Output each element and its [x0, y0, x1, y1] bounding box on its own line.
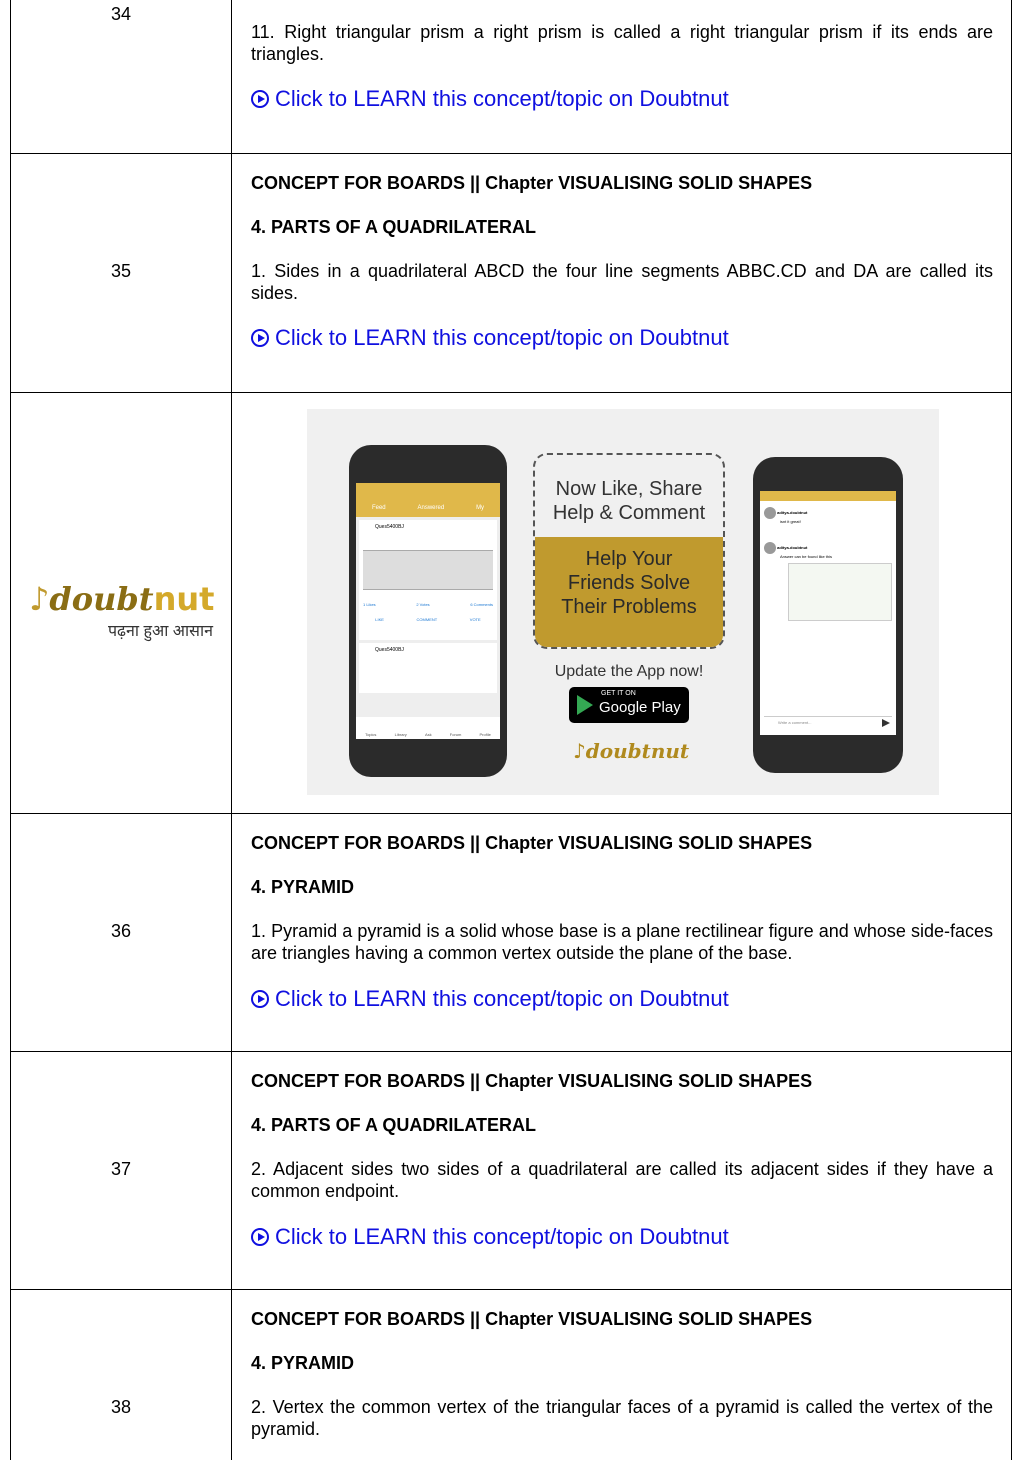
concept-subheading: 4. PYRAMID: [251, 1353, 355, 1373]
chat-text: isnt it great!: [780, 519, 801, 524]
table-row: [10, 0, 1012, 154]
question-image: [363, 550, 493, 590]
row-number: 37: [110, 1159, 132, 1179]
answer-image: [788, 563, 892, 621]
store-label: Google Play: [599, 699, 681, 716]
concept-heading: CONCEPT FOR BOARDS || Chapter VISUALISING SOLID SHAPES: [251, 173, 813, 193]
chat-message: [764, 542, 892, 621]
post-user: Ques5400BJ: [375, 647, 404, 653]
post-user: Ques5400BJ: [375, 524, 404, 530]
advertisement-row: [10, 393, 1012, 814]
play-circle-icon: [251, 1228, 269, 1246]
promo-gold-panel: [535, 537, 723, 647]
doubtnut-logo: [29, 581, 219, 641]
column-divider: [231, 814, 232, 1051]
logo-nut: nut: [153, 580, 215, 618]
row-number: 36: [110, 921, 132, 941]
row-number: 35: [110, 261, 132, 281]
post-stats: [359, 590, 497, 607]
votes-count: 2 Votes: [416, 602, 430, 607]
logo-tagline: पढ़ना हुआ आसान: [107, 623, 213, 640]
concept-subheading: 4. PARTS OF A QUADRILATERAL: [251, 1115, 536, 1135]
chat-username: aditya-doubtnut: [777, 510, 808, 516]
learn-link-label: Click to LEARN this concept/topic on Doubtnut: [275, 325, 729, 350]
concept-heading: CONCEPT FOR BOARDS || Chapter VISUALISING SOLID SHAPES: [251, 1309, 813, 1329]
table-row: [10, 1052, 1012, 1290]
promo-logo: [573, 739, 689, 763]
table-row: [10, 814, 1012, 1052]
post-card: [359, 643, 497, 693]
google-play-button[interactable]: [569, 687, 689, 723]
avatar: [764, 542, 776, 554]
nav-forum[interactable]: Forum: [449, 732, 462, 737]
chat-app-bar: [760, 491, 896, 501]
concept-heading: CONCEPT FOR BOARDS || Chapter VISUALISING SOLID SHAPES: [251, 833, 813, 853]
get-it-on-label: GET IT ON: [601, 690, 636, 697]
concept-heading: CONCEPT FOR BOARDS || Chapter VISUALISING SOLID SHAPES: [251, 1071, 813, 1091]
column-divider: [231, 393, 232, 813]
like-button[interactable]: LIKE: [375, 617, 384, 622]
bottom-nav: [356, 717, 500, 739]
promo-line-2: Help & Comment: [552, 502, 706, 524]
promo-box-line-1: Help Your: [585, 548, 673, 570]
learn-link[interactable]: [251, 986, 729, 1012]
concept-subheading: 4. PARTS OF A QUADRILATERAL: [251, 217, 536, 237]
learn-link[interactable]: [251, 1224, 729, 1250]
table-row: [10, 1290, 1012, 1460]
learn-link-label: Click to LEARN this concept/topic on Doubtnut: [275, 86, 729, 111]
right-phone-mockup: [753, 457, 903, 773]
nav-library[interactable]: Library: [394, 732, 407, 737]
likes-count: 1 Likes: [363, 602, 376, 607]
play-store-icon: [577, 695, 593, 715]
column-divider: [231, 0, 232, 153]
logo-note-icon: ♪: [573, 739, 586, 763]
left-phone-mockup: [349, 445, 507, 777]
comment-button[interactable]: COMMENT: [416, 617, 438, 622]
column-divider: [231, 1052, 232, 1289]
post-card: [359, 520, 497, 640]
nav-profile[interactable]: Profile: [479, 732, 491, 737]
comment-placeholder: Write a comment...: [778, 720, 812, 725]
learn-link-label: Click to LEARN this concept/topic on Doubtnut: [275, 1224, 729, 1249]
concept-subheading: 4. PYRAMID: [251, 877, 355, 897]
vote-button[interactable]: VOTE: [469, 617, 481, 622]
tab-answered[interactable]: Answered: [417, 505, 445, 511]
logo-note-icon: ♪: [29, 580, 50, 618]
post-actions: [359, 607, 497, 622]
play-circle-icon: [251, 90, 269, 108]
column-divider: [231, 154, 232, 392]
play-circle-icon: [251, 329, 269, 347]
app-bar: [356, 483, 500, 505]
concept-text: 2. Vertex the common vertex of the triangular faces of a pyramid is called the vertex of the pyramid.: [251, 1397, 993, 1439]
left-phone-screen: [356, 483, 500, 739]
play-circle-icon: [251, 990, 269, 1008]
promo-line-1: Now Like, Share: [555, 478, 703, 500]
app-promo-banner[interactable]: [307, 409, 939, 795]
concept-text: 2. Adjacent sides two sides of a quadrilateral are called its adjacent sides if they have a common endpoint.: [251, 1159, 993, 1201]
column-divider: [231, 1290, 232, 1460]
logo-doubt: doubt: [49, 580, 154, 618]
chat-username: aditya-doubtnut: [777, 545, 808, 551]
tab-feed[interactable]: Feed: [371, 505, 386, 511]
promo-message-box: [533, 453, 725, 649]
row-number: 34: [110, 4, 132, 24]
update-app-text: Update the App now!: [554, 663, 704, 680]
avatar: [764, 507, 776, 519]
chat-message: [764, 507, 892, 524]
comments-count: 6 Comments: [470, 602, 493, 607]
promo-box-line-2: Friends Solve: [567, 572, 691, 594]
send-icon[interactable]: [882, 719, 890, 727]
learn-link-label: Click to LEARN this concept/topic on Doubtnut: [275, 986, 729, 1011]
nav-topics[interactable]: Topics: [365, 732, 377, 737]
nav-ask[interactable]: Ask: [424, 732, 432, 737]
comment-input[interactable]: [764, 716, 892, 729]
feed-tabs: [356, 505, 500, 517]
chat-text: Answer can be found like this: [780, 554, 833, 559]
promo-logo-text: doubtnut: [585, 739, 690, 763]
tab-my[interactable]: My: [476, 505, 485, 511]
concept-text: 11. Right triangular prism a right prism is called a right triangular prism if its ends are triangles.: [251, 22, 993, 64]
learn-link[interactable]: [251, 325, 729, 351]
learn-link[interactable]: [251, 86, 729, 112]
table-row: [10, 154, 1012, 393]
concept-text: 1. Pyramid a pyramid is a solid whose base is a plane rectilinear figure and whose side-faces are triangles having a common vertex outside the plane of the base.: [251, 921, 993, 963]
right-phone-screen: [760, 491, 896, 735]
row-number: 38: [110, 1397, 132, 1417]
concept-text: 1. Sides in a quadrilateral ABCD the four line segments ABBC.CD and DA are called its sides.: [251, 261, 993, 303]
promo-box-line-3: Their Problems: [561, 596, 697, 618]
